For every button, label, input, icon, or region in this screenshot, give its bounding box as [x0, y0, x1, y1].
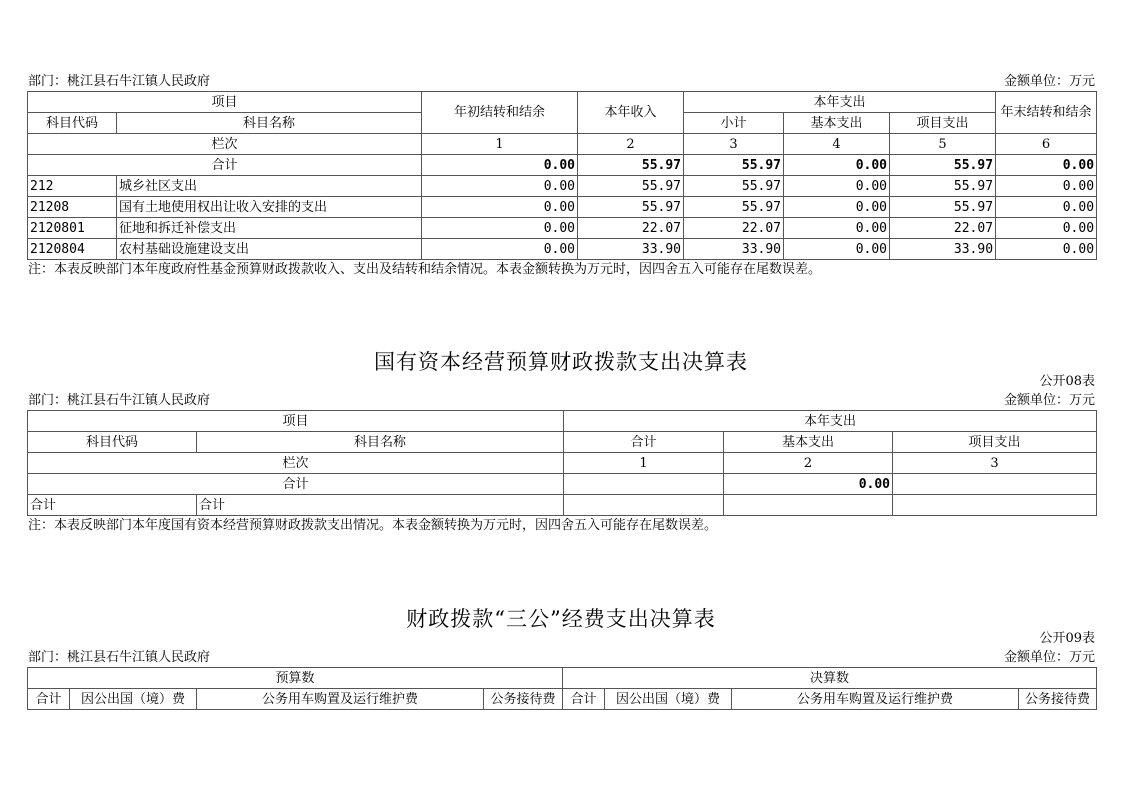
header-income: 本年收入 — [578, 92, 684, 134]
dept-label-2: 部门：桃江县石牛江镇人民政府 — [28, 393, 211, 408]
total-row — [28, 155, 1097, 176]
row-code: 21208 — [28, 197, 117, 218]
title-section-2: 国有资本经营预算财政拨款支出决算表 — [374, 350, 748, 374]
header-subtotal: 小计 — [684, 113, 784, 134]
row-subtotal: 55.97 — [684, 176, 784, 197]
row-income: 55.97 — [578, 176, 684, 197]
header-begin-balance: 年初结转和结余 — [422, 92, 578, 134]
col-num: 1 — [564, 453, 724, 474]
row-subtotal: 55.97 — [684, 197, 784, 218]
header-end-balance: 年末结转和结余 — [996, 92, 1097, 134]
row-begin: 0.00 — [422, 239, 578, 260]
row-basic: 0.00 — [784, 218, 890, 239]
row-subtotal: 22.07 — [684, 218, 784, 239]
table-row — [28, 239, 1097, 260]
total-begin: 0.00 — [422, 155, 578, 176]
row-project: 22.07 — [890, 218, 996, 239]
header-item: 项目 — [28, 411, 564, 432]
note-2: 注：本表反映部门本年度国有资本经营预算财政拨款支出情况。本表金额转换为万元时，因四舍五入可能存在尾数误差。 — [28, 518, 718, 533]
header-budget-total: 合计 — [28, 689, 70, 710]
header-budget-abroad: 因公出国（境）费 — [70, 689, 197, 710]
col-num: 3 — [684, 134, 784, 155]
header-final-vehicle: 公务用车购置及运行维护费 — [732, 689, 1019, 710]
row-basic: 0.00 — [784, 176, 890, 197]
row-project — [893, 495, 1097, 516]
row-name: 征地和拆迁补偿支出 — [117, 218, 422, 239]
total-label: 合计 — [28, 155, 422, 176]
row-subtotal: 33.90 — [684, 239, 784, 260]
row-end: 0.00 — [996, 176, 1097, 197]
row-begin: 0.00 — [422, 197, 578, 218]
header-basic: 基本支出 — [784, 113, 890, 134]
table-row — [28, 218, 1097, 239]
row-basic: 0.00 — [784, 239, 890, 260]
total-income: 55.97 — [578, 155, 684, 176]
row-end: 0.00 — [996, 218, 1097, 239]
total-total — [564, 474, 724, 495]
col-num: 2 — [578, 134, 684, 155]
header-name: 科目名称 — [197, 432, 564, 453]
header-expense: 本年支出 — [564, 411, 1097, 432]
header-basic: 基本支出 — [724, 432, 893, 453]
header-final-reception: 公务接待费 — [1019, 689, 1097, 710]
row-project: 33.90 — [890, 239, 996, 260]
row-begin: 0.00 — [422, 176, 578, 197]
fund-table — [27, 91, 1097, 260]
header-total: 合计 — [564, 432, 724, 453]
header-item: 项目 — [28, 92, 422, 113]
row-income: 33.90 — [578, 239, 684, 260]
row-end: 0.00 — [996, 197, 1097, 218]
total-project: 55.97 — [890, 155, 996, 176]
total-basic: 0.00 — [724, 474, 893, 495]
header-final-total: 合计 — [563, 689, 605, 710]
dept-label-1: 部门：桃江县石牛江镇人民政府 — [28, 74, 211, 89]
header-code: 科目代码 — [28, 113, 117, 134]
table-code-09: 公开09表 — [1039, 631, 1095, 646]
header-final-abroad: 因公出国（境）费 — [605, 689, 732, 710]
col-num: 2 — [724, 453, 893, 474]
row-code: 212 — [28, 176, 117, 197]
row-income: 55.97 — [578, 197, 684, 218]
row-begin: 0.00 — [422, 218, 578, 239]
header-final: 决算数 — [563, 668, 1097, 689]
unit-label-2: 金额单位：万元 — [1003, 393, 1095, 408]
header-budget-vehicle: 公务用车购置及运行维护费 — [197, 689, 484, 710]
row-basic — [724, 495, 893, 516]
table-row — [28, 495, 1097, 516]
header-code: 科目代码 — [28, 432, 197, 453]
row-project: 55.97 — [890, 176, 996, 197]
header-budget: 预算数 — [28, 668, 563, 689]
total-subtotal: 55.97 — [684, 155, 784, 176]
unit-label-3: 金额单位：万元 — [1003, 650, 1095, 665]
table-row — [28, 197, 1097, 218]
state-capital-table — [27, 410, 1097, 516]
lanci-label: 栏次 — [28, 134, 422, 155]
header-project: 项目支出 — [890, 113, 996, 134]
total-project — [893, 474, 1097, 495]
table-row — [28, 176, 1097, 197]
row-name: 合计 — [197, 495, 564, 516]
total-label: 合计 — [28, 474, 564, 495]
dept-label-3: 部门：桃江县石牛江镇人民政府 — [28, 650, 211, 665]
lanci-label: 栏次 — [28, 453, 564, 474]
row-end: 0.00 — [996, 239, 1097, 260]
row-code: 2120801 — [28, 218, 117, 239]
row-code: 2120804 — [28, 239, 117, 260]
row-name: 国有土地使用权出让收入安排的支出 — [117, 197, 422, 218]
total-basic: 0.00 — [784, 155, 890, 176]
col-num: 1 — [422, 134, 578, 155]
row-name: 农村基础设施建设支出 — [117, 239, 422, 260]
row-project: 55.97 — [890, 197, 996, 218]
col-num: 4 — [784, 134, 890, 155]
unit-label-1: 金额单位：万元 — [1003, 74, 1095, 89]
total-row — [28, 474, 1097, 495]
table-code-08: 公开08表 — [1039, 374, 1095, 389]
row-name: 城乡社区支出 — [117, 176, 422, 197]
col-num: 6 — [996, 134, 1097, 155]
row-income: 22.07 — [578, 218, 684, 239]
title-section-3: 财政拨款“三公”经费支出决算表 — [406, 607, 716, 631]
col-num: 5 — [890, 134, 996, 155]
col-num: 3 — [893, 453, 1097, 474]
three-public-table — [27, 667, 1097, 710]
header-project: 项目支出 — [893, 432, 1097, 453]
row-total — [564, 495, 724, 516]
row-code: 合计 — [28, 495, 197, 516]
total-end: 0.00 — [996, 155, 1097, 176]
row-basic: 0.00 — [784, 197, 890, 218]
note-1: 注：本表反映部门本年度政府性基金预算财政拨款收入、支出及结转和结余情况。本表金额转换为万元时，因四舍五入可能存在尾数误差。 — [28, 262, 822, 277]
header-name: 科目名称 — [117, 113, 422, 134]
header-expense: 本年支出 — [684, 92, 996, 113]
header-budget-reception: 公务接待费 — [484, 689, 563, 710]
